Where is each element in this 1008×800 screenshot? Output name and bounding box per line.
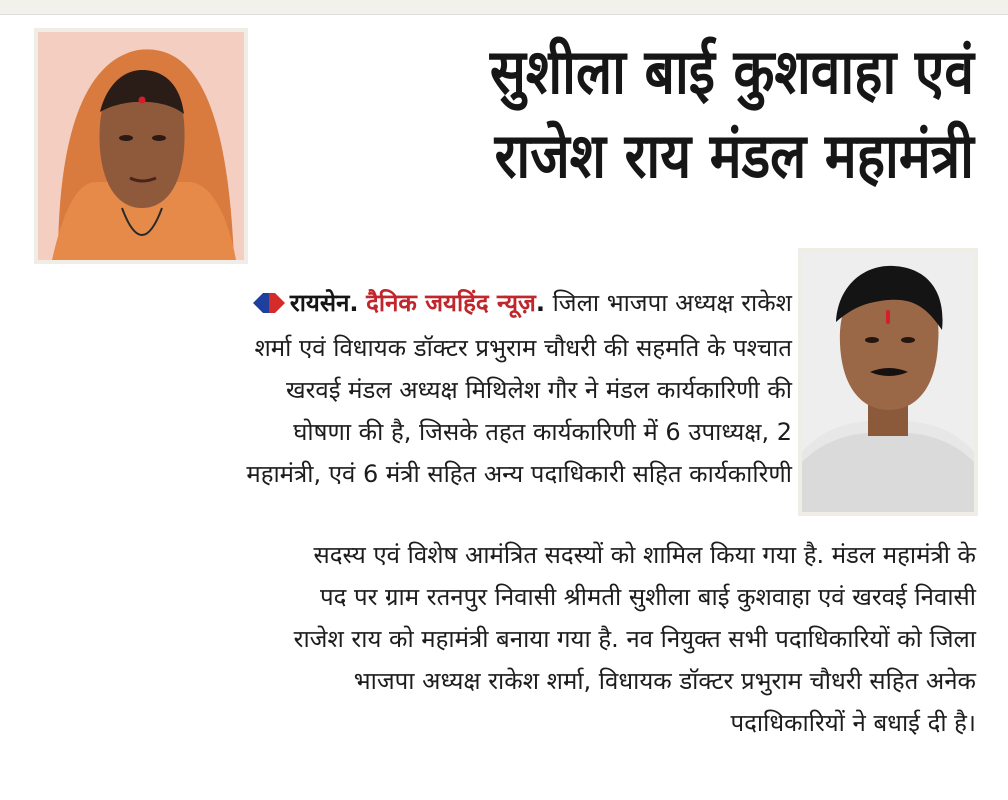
article-line-1 [44,282,792,327]
article-line-6: सदस्य एवं विशेष आमंत्रित सदस्यों को शामिल किया गया है. मंडल महामंत्री के [313,541,976,569]
article-line-8: राजेश राय को महामंत्री बनाया गया है. नव नियुक्त सभी पदाधिकारियों को जिला [293,625,976,653]
article-line-1-text: जिला भाजपा अध्यक्ष राकेश [544,289,792,317]
article-body-wide [44,534,976,744]
article-line-10: पदाधिकारियों ने बधाई दी है। [730,709,976,737]
headline [294,30,974,197]
portrait-sushila-bai-image [38,32,244,260]
article-line-5: महामंत्री, एवं 6 मंत्री सहित अन्य पदाधिकारी सहित कार्यकारिणी [246,460,792,488]
portrait-rajesh-rai [798,248,978,516]
dateline: रायसेन. [289,289,359,317]
portrait-sushila-bai [34,28,248,264]
article-body-narrow [44,282,792,495]
article-line-9: भाजपा अध्यक्ष राकेश शर्मा, विधायक डॉक्टर प्रभुराम चौधरी सहित अनेक [353,667,976,695]
top-strip [0,0,1008,15]
headline-line-2: राजेश राय मंडल महामंत्री [494,118,974,192]
flag-icon [251,285,287,327]
headline-line-1: सुशीला बाई कुशवाहा एवं [489,35,974,108]
article-line-3: खरवई मंडल अध्यक्ष मिथिलेश गौर ने मंडल कार्यकारिणी की [285,376,792,404]
article-line-4: घोषणा की है, जिसके तहत कार्यकारिणी में 6 उपाध्यक्ष, 2 [293,418,792,446]
article-line-7: पद पर ग्राम रतनपुर निवासी श्रीमती सुशीला बाई कुशवाहा एवं खरवई निवासी [319,583,976,611]
portrait-rajesh-rai-image [802,252,974,512]
article-line-2: शर्मा एवं विधायक डॉक्टर प्रभुराम चौधरी की सहमति के पश्चात [254,334,792,362]
newspaper-name: दैनिक जयहिंद न्यूज़ [366,289,536,317]
newspaper-name-punct: . [535,289,545,317]
